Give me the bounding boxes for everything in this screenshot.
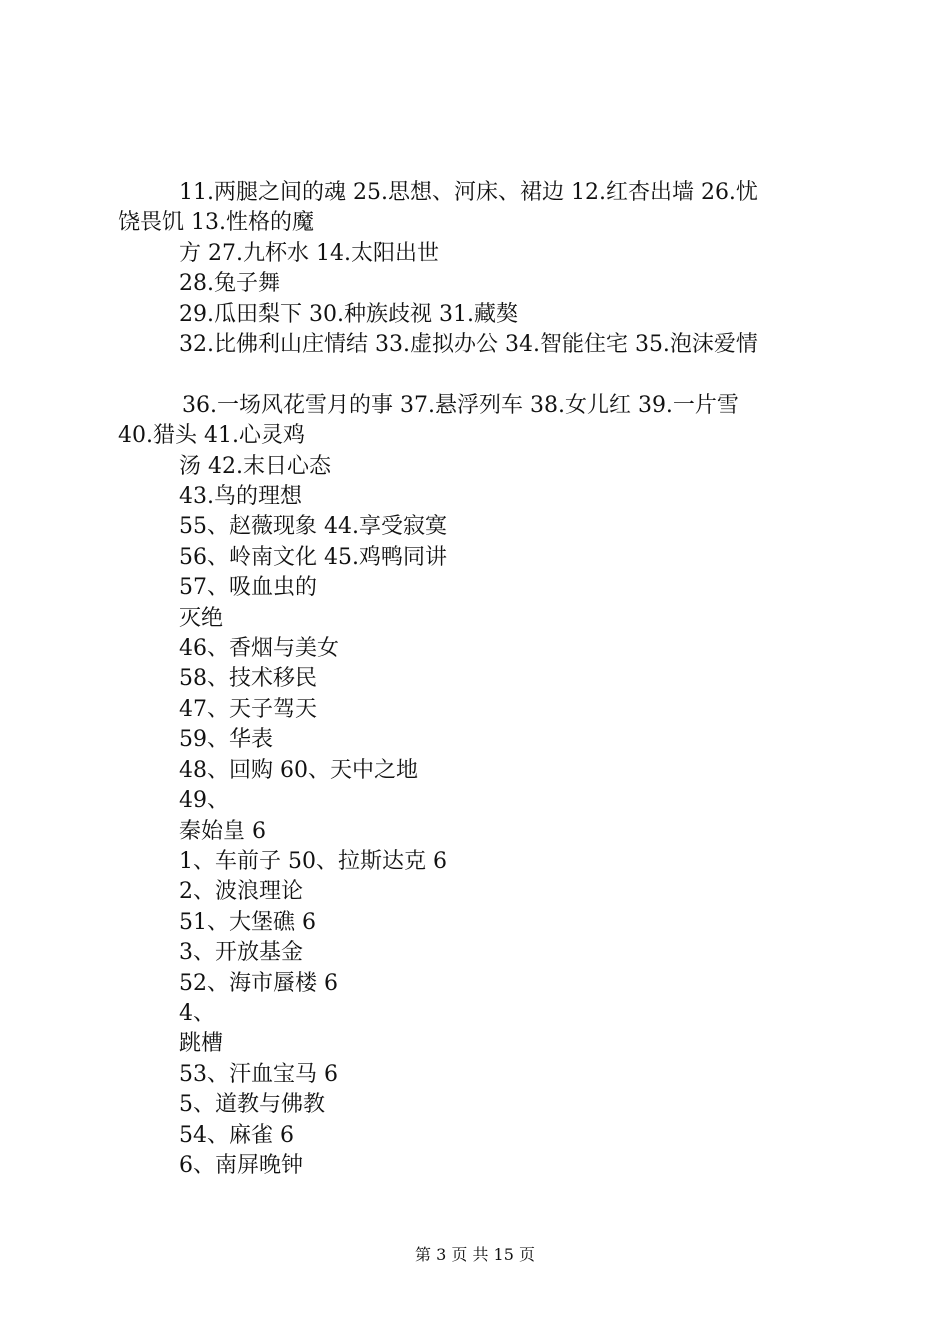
- text-line: 55、赵薇现象 44.享受寂寞: [179, 514, 447, 540]
- text-line: 54、麻雀 6: [179, 1122, 294, 1148]
- text-line: 43.鸟的理想: [179, 484, 302, 510]
- text-line: 47、天子驾天: [179, 696, 317, 722]
- text-line: 36.一场风花雪月的事 37.悬浮列车 38.女儿红 39.一片雪: [182, 392, 739, 418]
- text-line: 49、: [179, 788, 229, 814]
- text-line: 32.比佛利山庄情结 33.虚拟办公 34.智能住宅 35.泡沫爱情: [179, 332, 758, 358]
- paragraph-gap: [118, 360, 834, 390]
- page-footer: [0, 1245, 950, 1265]
- text-line: 48、回购 60、天中之地: [179, 757, 418, 783]
- text-line: 53、汗血宝马 6: [179, 1061, 338, 1087]
- text-line: 1、车前子 50、拉斯达克 6: [179, 848, 447, 874]
- text-line: 灭绝: [179, 605, 224, 631]
- text-line: 5、道教与佛教: [179, 1092, 325, 1118]
- text-line: 29.瓜田梨下 30.种族歧视 31.藏獒: [179, 301, 518, 327]
- text-line: 46、香烟与美女: [179, 636, 339, 662]
- document-body: [118, 178, 834, 1181]
- text-line: 51、大堡礁 6: [179, 909, 316, 935]
- text-line: 56、岭南文化 45.鸡鸭同讲: [179, 544, 447, 570]
- text-line: 跳槽: [179, 1031, 224, 1057]
- text-line: 40.猎头 41.心灵鸡: [118, 423, 305, 449]
- page-number-label: 第 3 页 共 15 页: [415, 1245, 535, 1264]
- text-line: 11.两腿之间的魂 25.思想、河床、裙边 12.红杏出墙 26.忧: [179, 180, 758, 205]
- text-line: 28.兔子舞: [179, 271, 280, 297]
- text-line: 52、海市蜃楼 6: [179, 970, 338, 996]
- text-line: 6、南屏晚钟: [179, 1152, 303, 1178]
- text-line: 57、吸血虫的: [179, 575, 317, 601]
- text-line: 秦始皇 6: [179, 818, 266, 844]
- text-line: 58、技术移民: [179, 666, 317, 692]
- text-line: 59、华表: [179, 727, 273, 753]
- text-line: 3、开放基金: [179, 940, 303, 966]
- text-line: 饶畏饥 13.性格的魔: [118, 210, 314, 236]
- text-line: 2、波浪理论: [179, 879, 303, 905]
- text-line: 汤 42.末日心态: [179, 453, 331, 479]
- text-line: 4、: [179, 1000, 215, 1026]
- text-line: 方 27.九杯水 14.太阳出世: [179, 240, 439, 266]
